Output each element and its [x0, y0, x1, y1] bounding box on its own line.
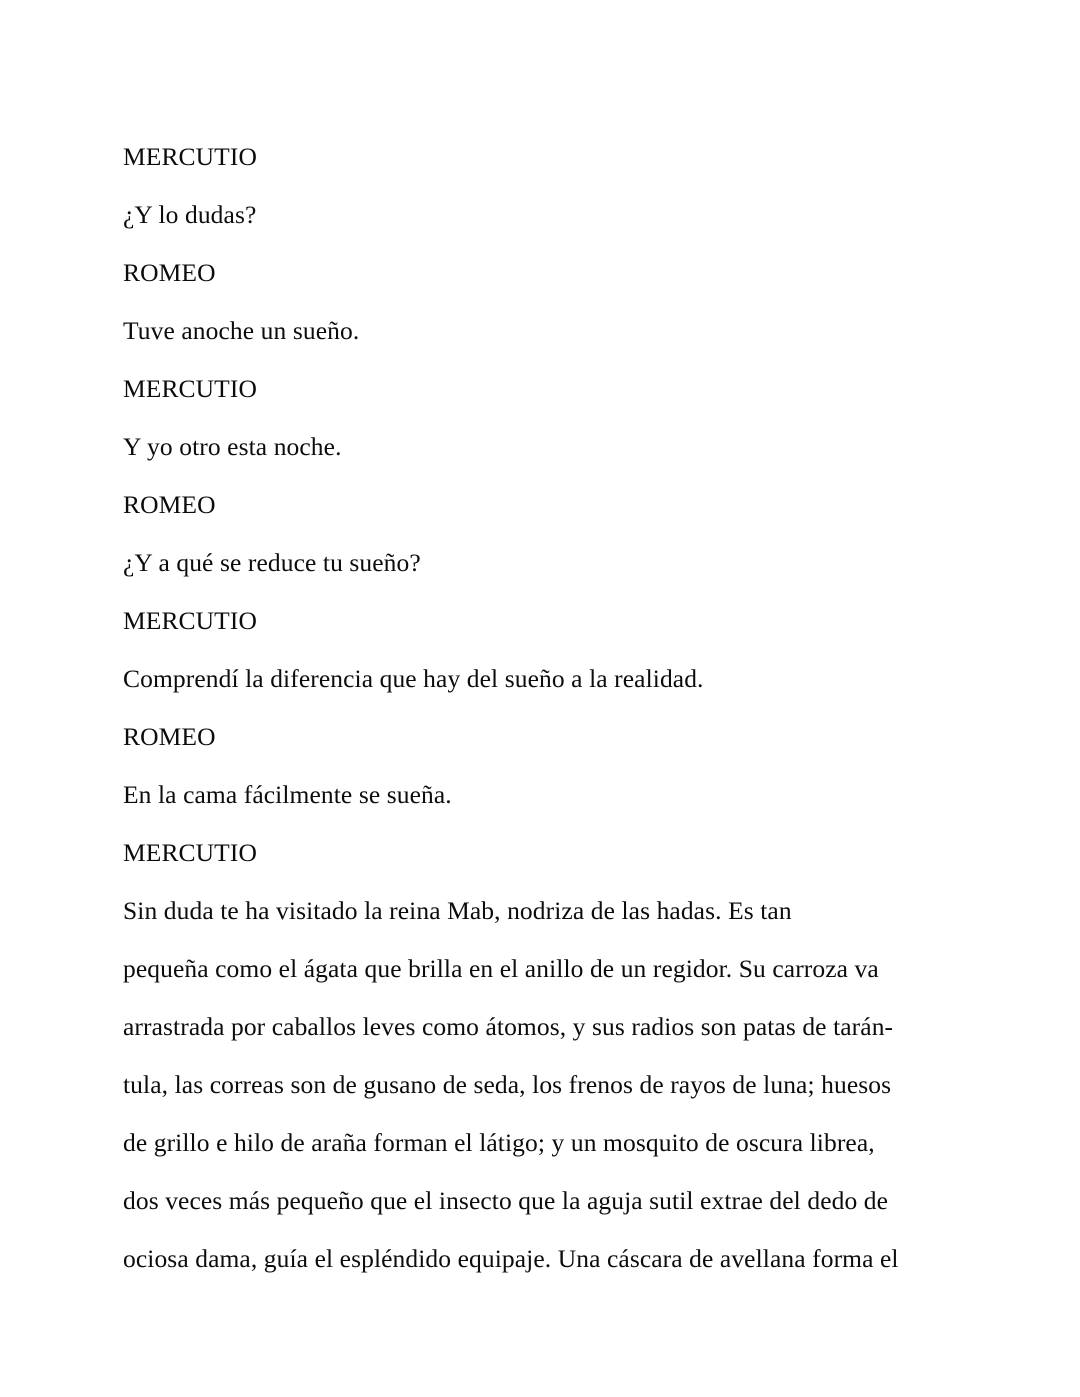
text-line: dos veces más pequeño que el insecto que la aguja sutil extrae del dedo de — [123, 1186, 889, 1215]
text-line: pequeña como el ágata que brilla en el anillo de un regidor. Su carroza va — [123, 954, 879, 983]
text-line: ¿Y a qué se reduce tu sueño? — [123, 548, 421, 577]
text-line: ociosa dama, guía el espléndido equipaje. Una cáscara de avellana forma el — [123, 1244, 899, 1273]
text-line: tula, las correas son de gusano de seda, los frenos de rayos de luna; huesos — [123, 1070, 892, 1099]
text-line: En la cama fácilmente se sueña. — [123, 780, 452, 809]
text-line: ¿Y lo dudas? — [123, 200, 257, 229]
speaker-name: ROMEO — [123, 258, 216, 287]
speaker-name: MERCUTIO — [123, 838, 257, 867]
speaker-name: MERCUTIO — [123, 374, 257, 403]
speaker-name: ROMEO — [123, 490, 216, 519]
speaker-name: MERCUTIO — [123, 142, 257, 171]
speaker-name: ROMEO — [123, 722, 216, 751]
speaker-name: MERCUTIO — [123, 606, 257, 635]
text-line: arrastrada por caballos leves como átomos, y sus radios son patas de tarán- — [123, 1012, 894, 1041]
text-line: Tuve anoche un sueño. — [123, 316, 360, 345]
document-text-body — [123, 128, 953, 1288]
text-line: Y yo otro esta noche. — [123, 432, 342, 461]
text-line: Comprendí la diferencia que hay del sueño a la realidad. — [123, 664, 704, 693]
text-line: Sin duda te ha visitado la reina Mab, nodriza de las hadas. Es tan — [123, 896, 792, 925]
text-line: de grillo e hilo de araña forman el látigo; y un mosquito de oscura librea, — [123, 1128, 875, 1157]
